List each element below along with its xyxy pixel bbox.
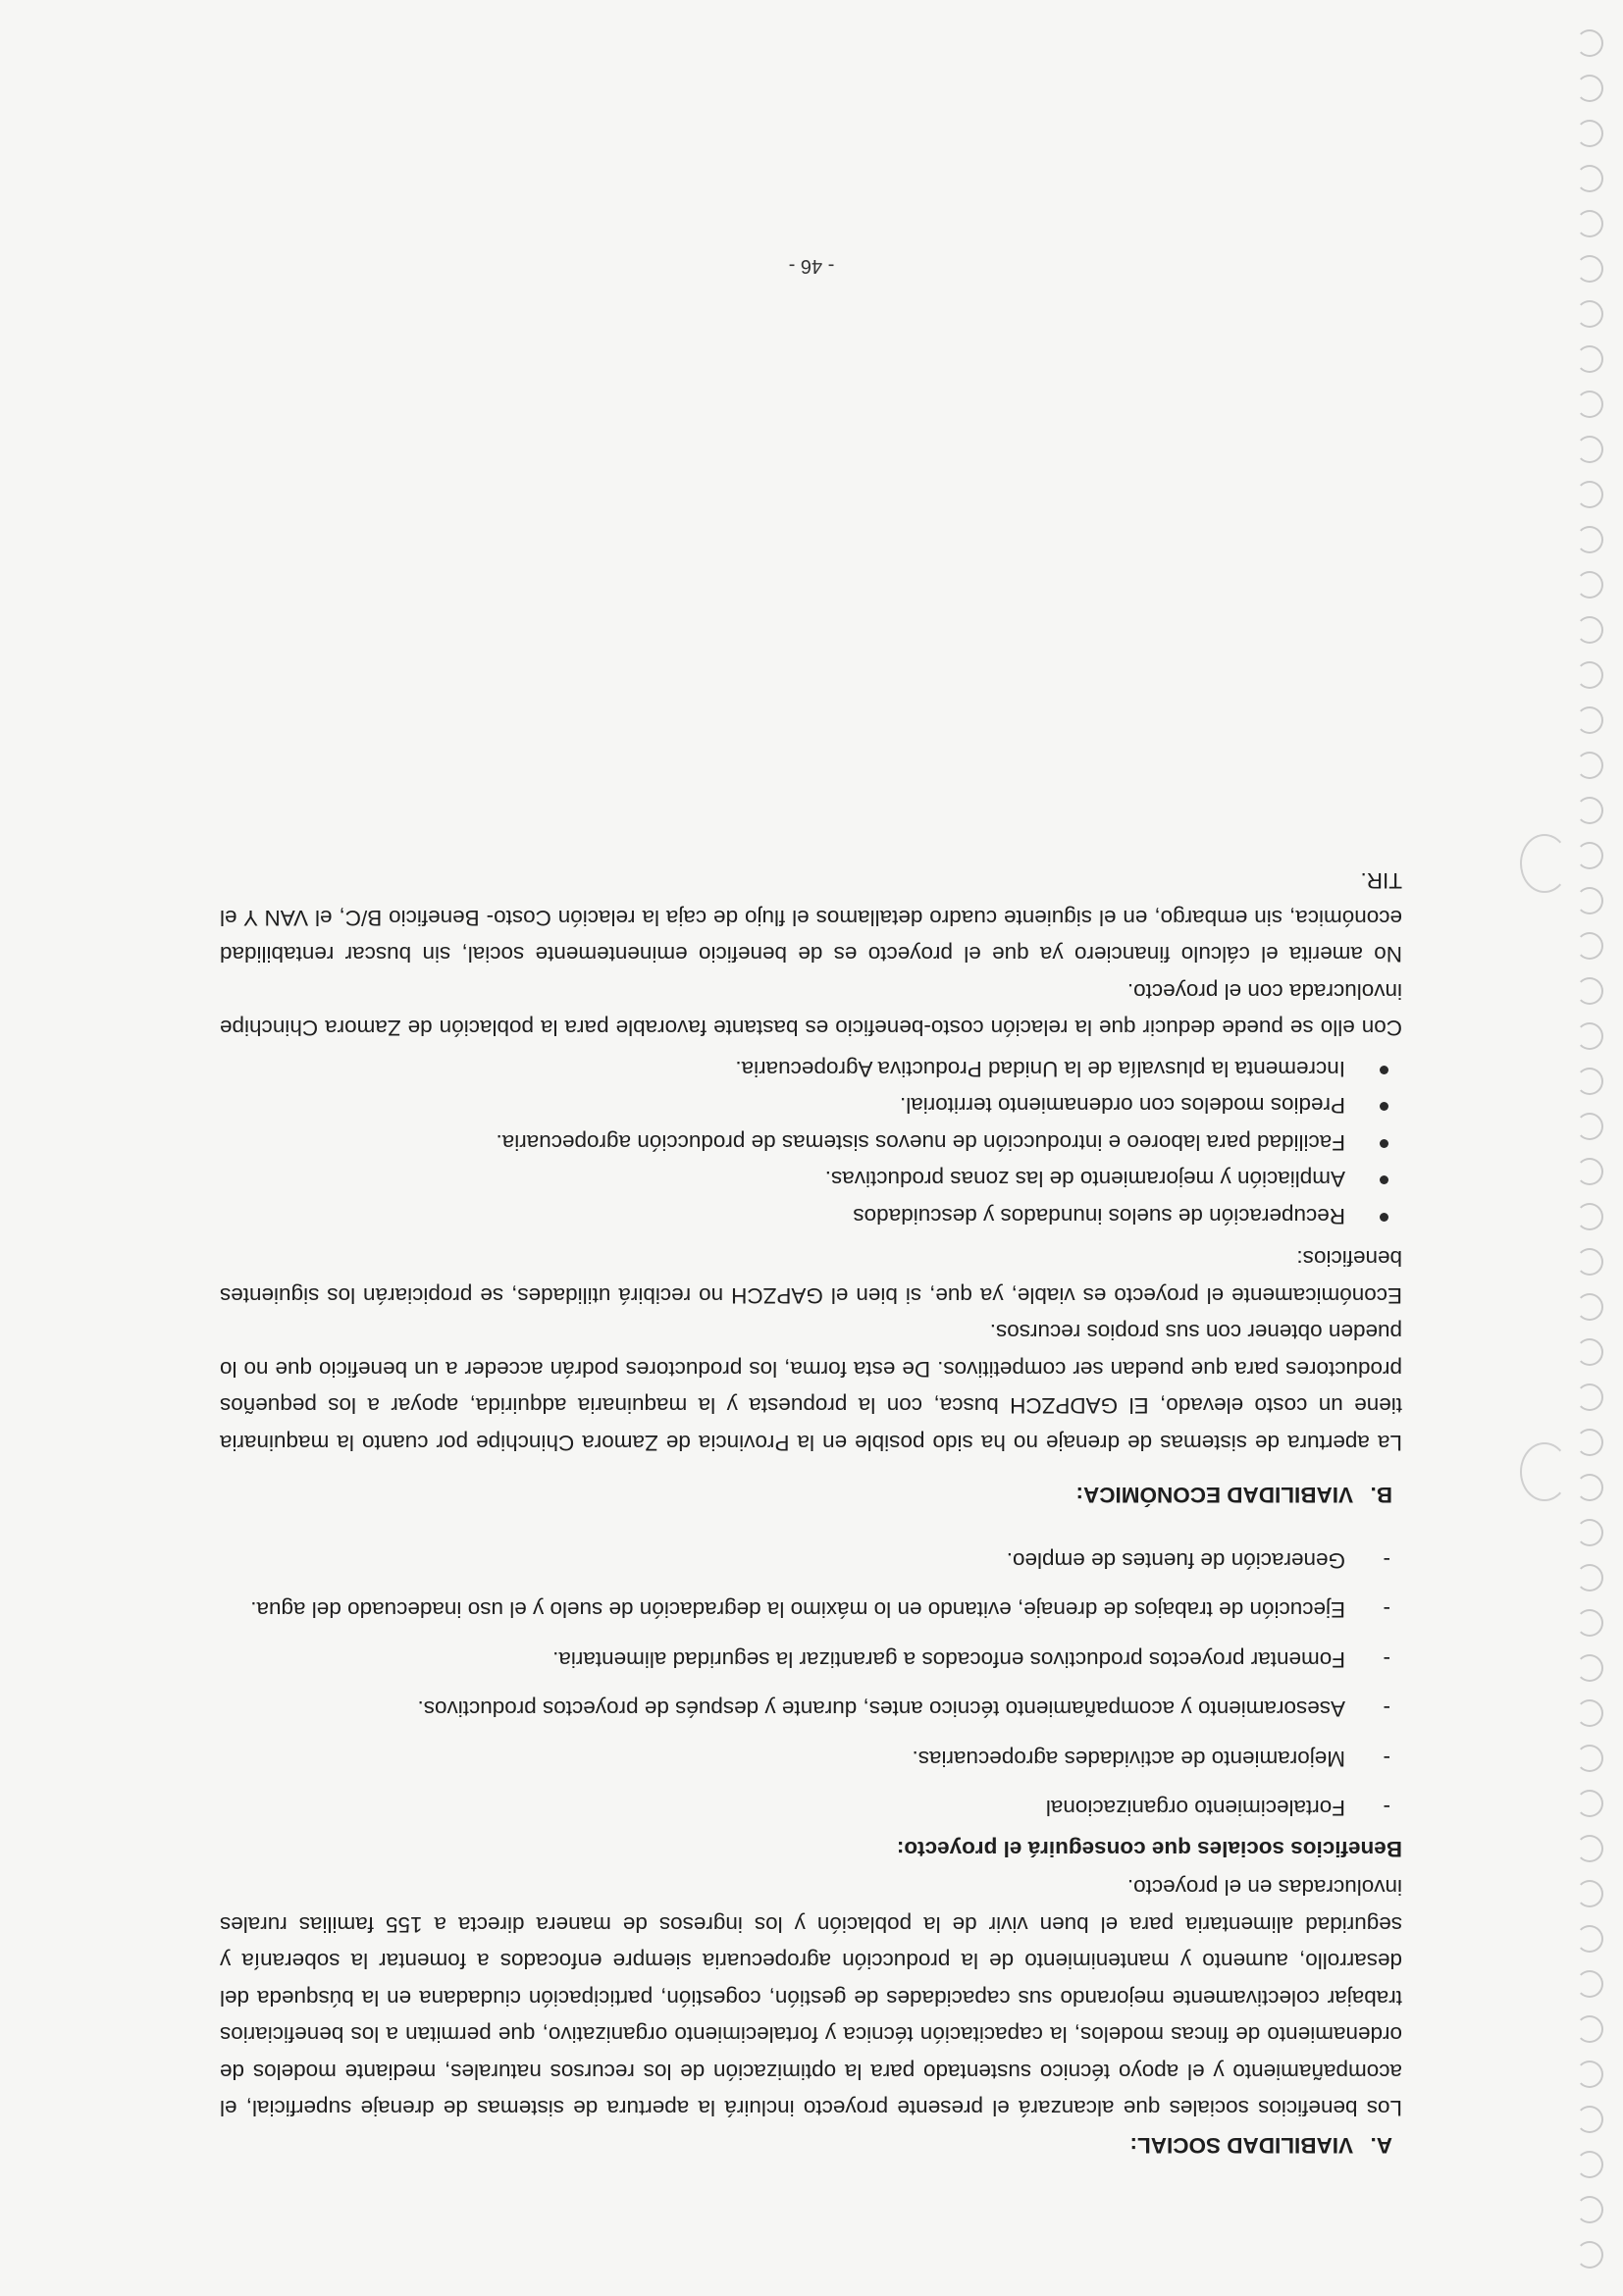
list-item: - Ejecución de trabajos de drenaje, evitando en lo máximo la degradación de suelo y el uso inadecuado del agua. — [220, 1592, 1402, 1629]
section-b-paragraph-2: Económicamente el proyecto es viable, ya que, si bien el GAPZCH no recibirá utilidades, se propiciarán los siguientes beneficios: — [220, 1246, 1402, 1308]
economic-benefits-list — [220, 1051, 1402, 1235]
list-item: - Mejoramiento de actividades agropecuarias. — [220, 1741, 1402, 1778]
social-benefits-list — [220, 1542, 1402, 1827]
punch-hole — [1520, 834, 1569, 893]
page-number: - 46 - — [788, 255, 835, 277]
section-b-paragraph-4: No amerita el cálculo financiero ya que el proyecto es de beneficio eminentemente social, sin buscar rentabilidad económica, sin embargo, en el siguiente cuadro detallamos el flujo de caja la relación Costo- Beneficio B/C, el VAN Y el TIR. — [220, 868, 1402, 967]
list-item: - Asesoramiento y acompañamiento técnico antes, durante y después de proyectos productivos. — [220, 1691, 1402, 1728]
list-item: Predios modelos con ordenamiento territorial. — [220, 1087, 1402, 1124]
section-b-paragraph-1: La apertura de sistemas de drenaje no ha sido posible en la Provincia de Zamora Chinchipe por cuanto la maquinaria tiene un costo elevado, El GADPZCH busca, con la propuesta y la maquinaria adquirida, apoyar a los pequeños productores para que puedan ser competitivos. De esta forma, los productores podrán acceder a un beneficio que no lo pueden obtener con sus propios recursos. — [220, 1320, 1402, 1455]
section-b-letter: B. — [1370, 1483, 1392, 1508]
page-content — [220, 862, 1402, 2164]
list-item: Ampliación y mejoramiento de las zonas productivas. — [220, 1161, 1402, 1198]
section-a-heading — [220, 2127, 1402, 2165]
list-item: - Fortalecimiento organizacional — [220, 1790, 1402, 1827]
section-b-heading — [220, 1477, 1402, 1514]
social-benefits-title: Beneficios sociales que conseguirá el proyecto: — [896, 1837, 1402, 1861]
section-b-title: VIABILIDAD ECONÓMICA: — [1075, 1483, 1353, 1508]
section-a-title: VIABILIDAD SOCIAL: — [1129, 2133, 1353, 2158]
section-a-intro: Los beneficios sociales que alcanzará el presente proyecto incluirá la apertura de sistemas de drenaje superficial, el acompañamiento y el apoyo técnico sustentado para la optimización de los recursos naturales, mediante modelos de ordenamiento de fincas modelos, la capacitación técnica y fortalecimiento organizativo, que permitan a los beneficiarios trabajar colectivamente mejorando sus capacidades de gestión, cogestión, participación ciudadana en la búsqueda del desarrollo, aumento y mantenimiento de la producción agropecuaria siempre enfocados a fomentar la soberanía y seguridad alimentaria para el buen vivir de la población y los ingresos de manera directa a 155 familias rurales involucradas en el proyecto. — [220, 1875, 1402, 2121]
list-item: Recuperación de suelos inundados y descuidados — [220, 1198, 1402, 1235]
list-item: - Fomentar proyectos productivos enfocados a garantizar la seguridad alimentaria. — [220, 1642, 1402, 1679]
punch-hole — [1520, 1442, 1569, 1501]
list-item: Incrementa la plusvalía de la Unidad Productiva Agropecuaria. — [220, 1051, 1402, 1088]
list-item: Facilidad para laboreo e introducción de nuevos sistemas de producción agropecuaria. — [220, 1124, 1402, 1162]
list-item: - Generación de fuentes de empleo. — [220, 1542, 1402, 1580]
section-a-letter: A. — [1370, 2133, 1392, 2158]
section-b-paragraph-3: Con ello se puede deducir que la relación costo-beneficio es bastante favorable para la población de Zamora Chinchipe involucrada con el proyecto. — [220, 979, 1402, 1041]
